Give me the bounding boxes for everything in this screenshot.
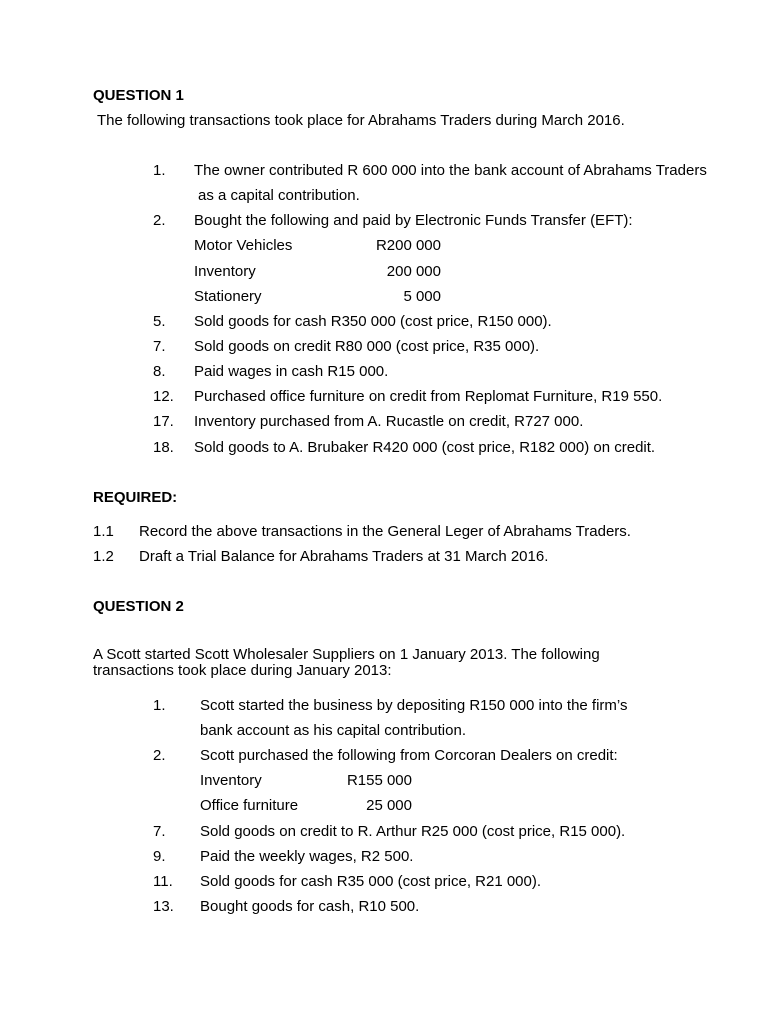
q1-purchase-label: Inventory: [194, 263, 256, 280]
q2-item-1-text: Scott started the business by depositing R150 000 into the firm’s: [200, 697, 628, 714]
q1-purchase-label: Motor Vehicles: [194, 237, 293, 254]
q2-transaction-text: Sold goods on credit to R. Arthur R25 000 (cost price, R15 000).: [200, 823, 626, 840]
q2-purchase-label: Office furniture: [200, 797, 299, 814]
q1-transaction-number: 7.: [153, 338, 166, 355]
q2-item-2-number: 2.: [153, 747, 166, 764]
q2-item-2-text: Scott purchased the following from Corcoran Dealers on credit:: [200, 747, 618, 764]
q1-item-2-number: 2.: [153, 212, 166, 229]
q1-item-1-number: 1.: [153, 162, 166, 179]
q1-item-1-text-cont: as a capital contribution.: [198, 187, 360, 204]
q1-transaction-text: Sold goods for cash R350 000 (cost price, R150 000).: [194, 313, 552, 330]
q1-purchase-amount: 200 000: [386, 263, 441, 280]
q1-transaction-number: 12.: [153, 388, 174, 405]
required-text: Record the above transactions in the General Leger of Abrahams Traders.: [139, 523, 631, 540]
required-heading: REQUIRED:: [93, 489, 178, 506]
q2-transaction-text: Sold goods for cash R35 000 (cost price, R21 000).: [200, 873, 542, 890]
q1-transaction-text: Sold goods on credit R80 000 (cost price, R35 000).: [194, 338, 540, 355]
question-1-heading: QUESTION 1: [93, 87, 184, 104]
question-1-intro: The following transactions took place for Abrahams Traders during March 2016.: [97, 112, 625, 129]
q1-transaction-text: Inventory purchased from A. Rucastle on credit, R727 000.: [194, 413, 584, 430]
q1-transaction-number: 17.: [153, 413, 174, 430]
q1-item-2-text: Bought the following and paid by Electronic Funds Transfer (EFT):: [194, 212, 633, 229]
q2-transaction-number: 13.: [153, 898, 174, 915]
q1-purchase-amount: 5 000: [403, 288, 441, 305]
q1-transaction-text: Purchased office furniture on credit from Replomat Furniture, R19 550.: [194, 388, 663, 405]
q2-transaction-number: 11.: [153, 873, 173, 890]
q1-item-1-text: The owner contributed R 600 000 into the bank account of Abrahams Traders: [194, 162, 707, 179]
q1-transaction-number: 5.: [153, 313, 166, 330]
q1-transaction-text: Sold goods to A. Brubaker R420 000 (cost price, R182 000) on credit.: [194, 439, 656, 456]
q2-purchase-label: Inventory: [200, 772, 262, 789]
q2-transaction-number: 7.: [153, 823, 166, 840]
q2-purchase-amount: R155 000: [346, 772, 412, 789]
q2-transaction-text: Paid the weekly wages, R2 500.: [200, 848, 414, 865]
question-2-heading: QUESTION 2: [93, 598, 184, 615]
q2-transaction-number: 9.: [153, 848, 166, 865]
required-number: 1.1: [93, 523, 114, 540]
question-2-intro-cont: transactions took place during January 2013:: [93, 662, 392, 679]
q1-transaction-number: 18.: [153, 439, 174, 456]
q1-transaction-number: 8.: [153, 363, 166, 380]
q2-item-1-number: 1.: [153, 697, 166, 714]
q1-purchase-amount: R200 000: [375, 237, 441, 254]
q2-item-1-text-cont: bank account as his capital contribution.: [200, 722, 466, 739]
question-2-intro: A Scott started Scott Wholesaler Suppliers on 1 January 2013. The following: [93, 646, 600, 663]
q1-transaction-text: Paid wages in cash R15 000.: [194, 363, 389, 380]
q2-transaction-text: Bought goods for cash, R10 500.: [200, 898, 420, 915]
q2-purchase-amount: 25 000: [366, 797, 412, 814]
required-text: Draft a Trial Balance for Abrahams Traders at 31 March 2016.: [139, 548, 549, 565]
q1-purchase-label: Stationery: [194, 288, 262, 305]
required-number: 1.2: [93, 548, 114, 565]
